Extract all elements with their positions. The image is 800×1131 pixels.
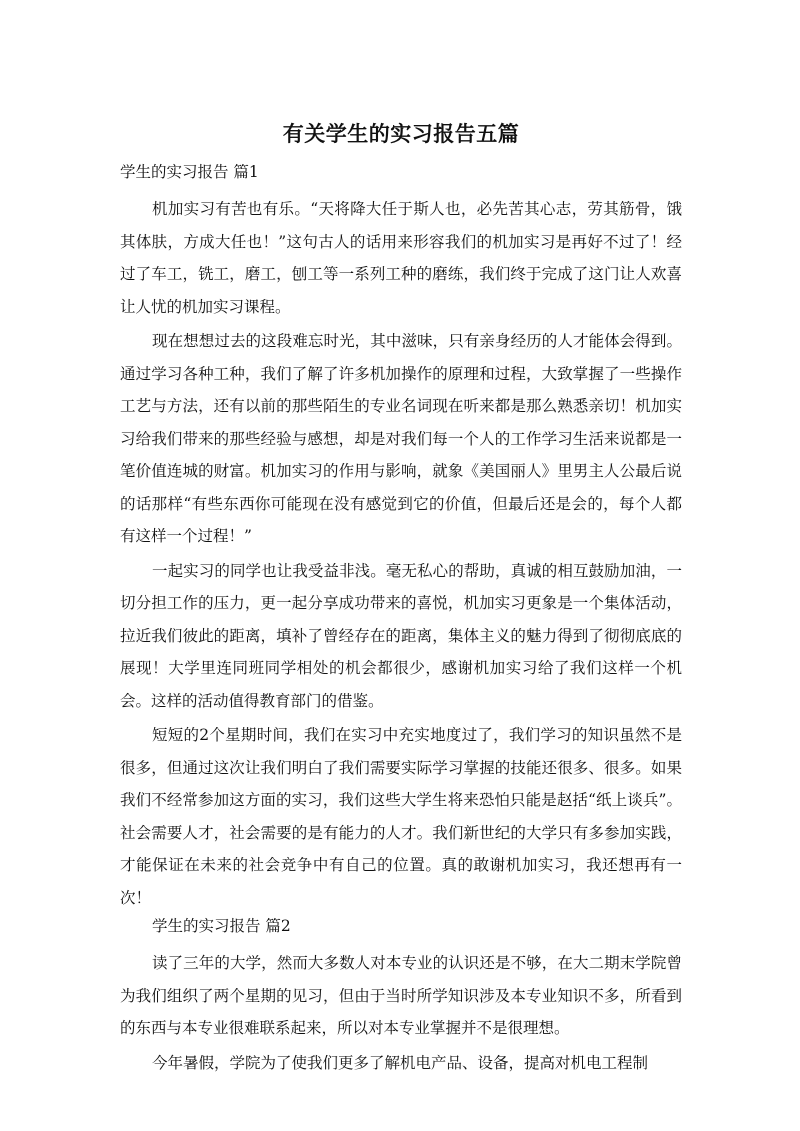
section-heading: 学生的实习报告 篇2 xyxy=(152,917,291,935)
paragraph: 读了三年的大学，然而大多数人对本专业的认识还是不够，在大二期末学院曾为我们组织了两个星期的见习，但由于当时所学知识涉及本专业知识不多，所看到的东西与本专业很难联系起来，所以对本专业掌握并不是很理想。 xyxy=(120,954,682,1037)
section-1 xyxy=(120,160,682,914)
paragraph: 今年暑假，学院为了使我们更多了解机电产品、设备，提高对机电工程制 xyxy=(152,1053,649,1072)
section-2 xyxy=(120,914,682,1079)
paragraph: 机加实习有苦也有乐。“天将降大任于斯人也，必先苦其心志，劳其筋骨，饿其体肤，方成大任也！”这句古人的话用来形容我们的机加实习是再好不过了！经过了车工，铣工，磨工，刨工等一系列工种的磨练，我们终于完成了这门让人欢喜让人忧的机加实习课程。 xyxy=(120,200,682,316)
section-heading: 学生的实习报告 篇1 xyxy=(120,163,259,181)
document-title: 有关学生的实习报告五篇 xyxy=(282,122,520,146)
paragraph: 短短的2个星期时间，我们在实习中充实地度过了，我们学习的知识虽然不是很多，但通过这次让我们明白了我们需要实际学习掌握的技能还很多、很多。如果我们不经常参加这方面的实习，我们这些大学生将来恐怕只能是赵括“纸上谈兵”。社会需要人才，社会需要的是有能力的人才。我们新世纪的大学只有多参加实践，才能保证在未来的社会竞争中有自己的位置。真的敢谢机加实习，我还想再有一次！ xyxy=(120,726,682,907)
paragraph: 现在想想过去的这段难忘时光，其中滋味，只有亲身经历的人才能体会得到。通过学习各种工种，我们了解了许多机加操作的原理和过程，大致掌握了一些操作工艺与方法，还有以前的那些陌生的专业名词现在听来都是那么熟悉亲切！机加实习给我们带来的那些经验与感想，却是对我们每一个人的工作学习生活来说都是一笔价值连城的财富。机加实习的作用与影响，就象《美国丽人》里男主人公最后说的话那样“有些东西你可能现在没有感觉到它的价值，但最后还是会的，每个人都有这样一个过程！” xyxy=(120,332,682,545)
paragraph: 一起实习的同学也让我受益非浅。毫无私心的帮助，真诚的相互鼓励加油，一切分担工作的压力，更一起分享成功带来的喜悦，机加实习更象是一个集体活动，拉近我们彼此的距离，填补了曾经存在的距离，集体主义的魅力得到了彻彻底底的展现！大学里连同班同学相处的机会都很少，感谢机加实习给了我们这样一个机会。这样的活动值得教育部门的借鉴。 xyxy=(120,561,682,710)
